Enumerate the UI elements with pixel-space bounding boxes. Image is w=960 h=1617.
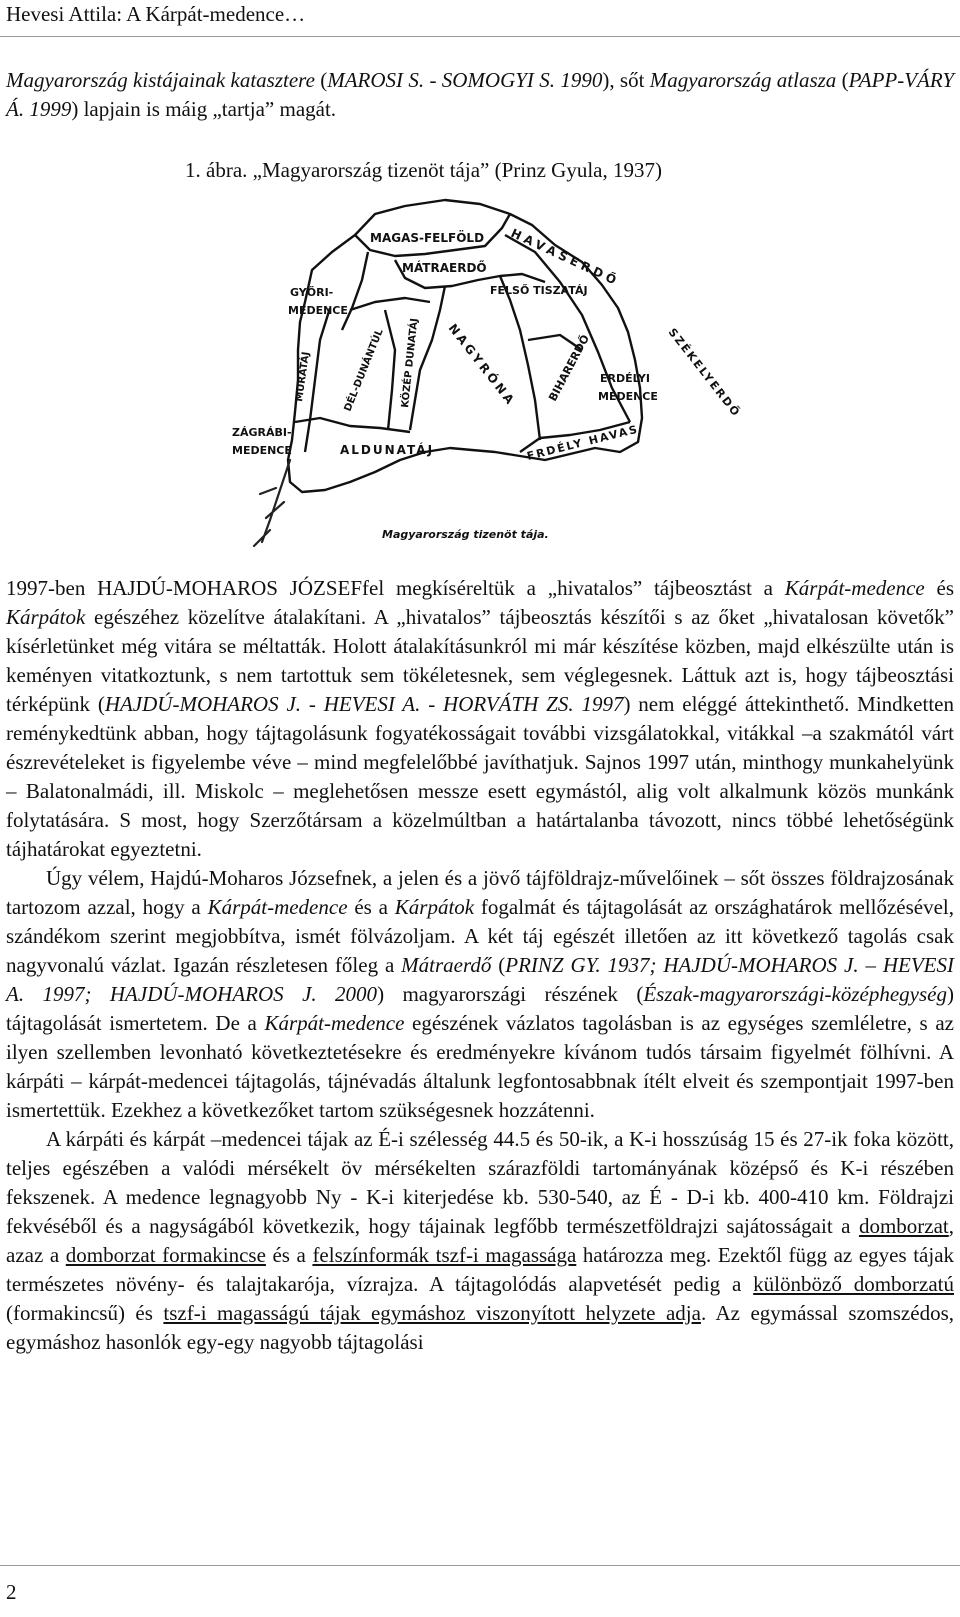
page-number: 2 [6, 1580, 17, 1604]
text-run: ) magyarországi részének ( [377, 982, 644, 1006]
text-run: (formakincsű) és [6, 1301, 164, 1325]
label-erdelyi-1: ERDÉLYI [600, 372, 650, 385]
underlined-term: tszf-i magasságú tájak egymáshoz viszonyított helyzete adja [163, 1301, 701, 1325]
italic-term: Észak-magyarországi-középhegység [643, 982, 947, 1006]
text-run: . Az egymással szomszédos, egymáshoz hasonlók egy-egy nagyobb tájtagolási [6, 1301, 954, 1354]
label-alduna: ALDUNATÁJ [340, 443, 435, 457]
citation-title: Magyarország atlasza [649, 68, 837, 92]
underlined-term: különböző domborzatú [753, 1272, 954, 1296]
label-felso-tiszataj: FELSŐ TISZATÁJ [490, 284, 588, 297]
italic-term: Kárpát-medence [207, 895, 348, 919]
text-run: fogalmát és tájtagolását az országhatárok mellőzésével, szándékom szerint megjobbítva, ismét fölvázoljam. A két táj egészét illetően az itt következő tagolás csak nagyvonalú vázlat. Igazán részletesen főleg a [6, 895, 954, 977]
label-gyori-1: GYŐRI- [290, 286, 334, 299]
italic-term: Mátraerdő [401, 953, 492, 977]
paragraph-3 [6, 1125, 954, 1357]
underlined-term: domborzat [858, 1214, 949, 1238]
italic-term: Kárpát-medence [264, 1011, 405, 1035]
running-header: Hevesi Attila: A Kárpát-medence… [6, 2, 306, 26]
body-text [6, 574, 954, 1357]
underlined-term: domborzat formakincse [65, 1243, 266, 1267]
label-kozep-dunataj: KÖZÉP DUNATÁJ [400, 317, 421, 409]
text-run: egészéhez közelítve átalakítani. A „hivatalos” tájbeosztás készítői s az őket „hivatalosan követők” kísérletünket még vitára se méltatták. Holott átalakításunkról mi már készítése közben, majd elkészülte után is keményen vitatkoztunk, s nem tartottuk sem tökéletesnek, sem véglegesnek. Láttuk azt is, hogy tájbeosztási térképünk ( [6, 605, 954, 716]
label-del-dunantul: DÉL-DUNÁNTÚL [342, 327, 386, 414]
label-erdely-havas: ERDÉLY HAVAS [525, 422, 641, 463]
intro-paragraph [6, 66, 954, 124]
text-run: határozza meg. Ezektől függ az egyes tájak természetes növény- és talajtakarója, vízrajza. A tájtagolódás alapvetését pedig a [6, 1243, 955, 1296]
text-run: és [924, 576, 954, 600]
text-run: A kárpáti és kárpát –medencei tájak az É-i szélesség 44.5 és 50-ik, a K-i hosszúság 15 és 27-ik foka között, teljes egészében a valódi mérsékelt öv mérsékelten szárazföldi tartományának középső és K-i részében fekszenek. A medence legnagyobb Ny - K-i kiterjedése kb. 530-540, az É - D-i kb. 400-410 km. Földrajzi fekvéséből és a nagyságából következik, hogy tájainak legfőbb természetföldrajzi sajátosságait a [6, 1127, 954, 1238]
text-run: egészének vázlatos tagolásban is az egységes szemléletre, s az ilyen szellemben levonható következtetésekre és eredményekre kívánom tudós társaim figyelmét fölhívni. A kárpáti – kárpát-medencei tájtagolás, tájnévadás általunk legfontosabbnak ítélt elveit és szempontjait 1997-ben ismertettük. Ezekhez a következőket tartom szükségesnek hozzátenni. [6, 1011, 954, 1122]
text-run: 1997-ben HAJDÚ-MOHAROS JÓZSEFfel megkíséreltük a „hivatalos” tájbeosztást a [6, 576, 785, 600]
figure-caption: 1. ábra. „Magyarország tizenöt tája” (Prinz Gyula, 1937) [185, 158, 662, 182]
italic-term: Kárpátok [6, 605, 86, 629]
citation: PRINZ GY. 1937; HAJDÚ-MOHAROS J. – HEVESI A. 1997; HAJDÚ-MOHAROS J. 2000 [6, 953, 954, 1006]
label-biharerdo: BIHARERDŐ [546, 332, 592, 404]
paragraph-1 [6, 574, 954, 864]
citation-title: Magyarország kistájainak katasztere [6, 68, 315, 92]
map-caption: Magyarország tizenöt tája. [382, 528, 549, 541]
region-map [210, 190, 770, 550]
citation-author: PAPP-VÁRY Á. 1999 [6, 68, 955, 121]
label-zagrabi-2: MEDENCE [232, 444, 292, 457]
text-run: ( [836, 68, 849, 92]
label-nagyrona: NAGYRÓNA [445, 321, 519, 409]
label-magas-felfold: MAGAS-FELFÖLD [370, 231, 485, 245]
italic-term: Kárpát-medence [784, 576, 925, 600]
label-havaserdo: HAVASERDŐ [508, 226, 623, 289]
header-divider [0, 36, 960, 37]
text-run: és a [347, 895, 395, 919]
text-run: Úgy vélem, Hajdú-Moharos Józsefnek, a jelen és a jövő tájföldrajz-művelőinek – sőt összes földrajzosának tartozom azzal, hogy a [6, 866, 954, 919]
label-szekelyerdo: SZÉKELYERDŐ [665, 325, 744, 420]
text-run: ) lapjain is máig „tartja” magát. [71, 97, 337, 121]
citation: HAJDÚ-MOHAROS J. - HEVESI A. - HORVÁTH ZS. 1997 [104, 692, 624, 716]
underlined-term: felszínformák tszf-i magassága [312, 1243, 577, 1267]
italic-term: Kárpátok [394, 895, 475, 919]
text-run: ) nem eléggé áttekinthető. Mindketten reménykedtünk abban, hogy tájtagolásunk fogyatékosságait további vizsgálatokkal, vitákkal –a szakmától várt észrevételeket is figyelembe véve – mind megfelelőbbé javíthatjuk. Sajnos 1997 után, minthogy munkahelyünk – Balatonalmádi, ill. Miskolc – meglehetősen messze esett egymástól, alig volt alkalmunk közös munkánk folytatására. S most, hogy Szerzőtársam a közelmúltban a határtalanba távozott, nincs többé lehetőségünk tájhatárokat egyeztetni. [6, 692, 954, 861]
paragraph-2 [6, 864, 954, 1125]
text-run: ), sőt [602, 68, 650, 92]
label-matraerdo: MÁTRAERDŐ [402, 261, 487, 275]
text-run: , azaz a [6, 1214, 954, 1267]
label-muratáj: MURATÁJ [294, 351, 312, 403]
citation-author: MAROSI S. - SOMOGYI S. 1990 [327, 68, 603, 92]
text-run: ( [314, 68, 328, 92]
label-zagrabi-1: ZÁGRÁBI- [232, 426, 292, 439]
footer-divider [0, 1565, 960, 1566]
coastline-border [254, 460, 290, 546]
label-gyori-2: MEDENCE [288, 304, 348, 317]
text-run: és a [265, 1243, 313, 1267]
text-run: ) tájtagolását ismertetem. De a [6, 982, 954, 1035]
label-erdelyi-2: MEDENCE [598, 390, 658, 403]
text-run: ( [491, 953, 506, 977]
